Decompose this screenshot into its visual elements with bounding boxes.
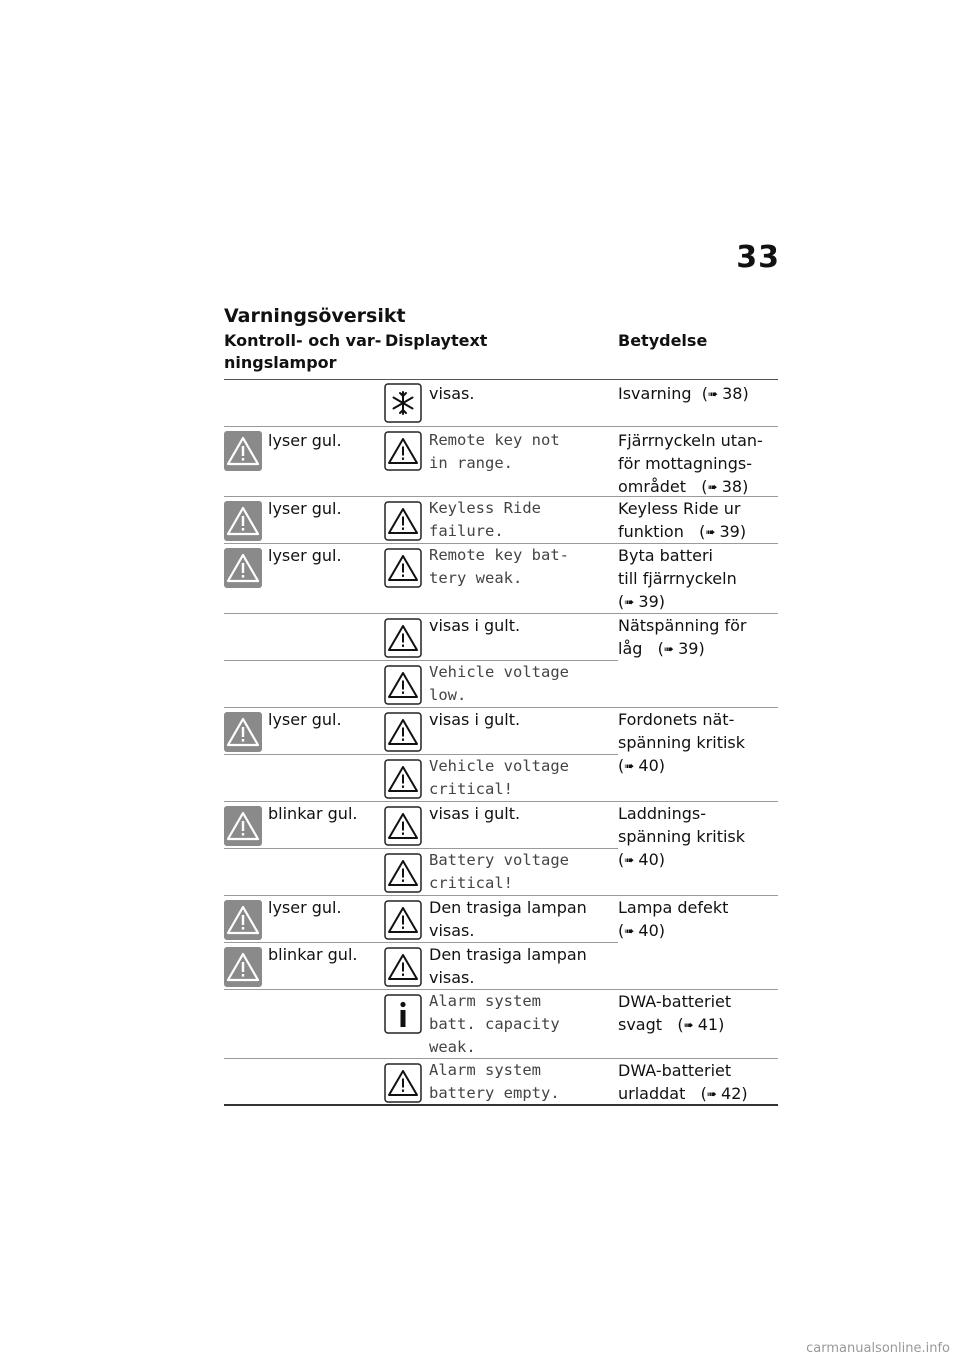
meaning-line: området (618, 477, 687, 496)
warning-triangle-icon (384, 759, 422, 799)
meaning-text (618, 429, 778, 499)
display-text (429, 429, 614, 475)
display-line: failure. (429, 522, 504, 540)
lamp-status: lyser gul. (268, 710, 342, 729)
meaning-line: Fordonets nät- (618, 710, 735, 729)
meaning-text (618, 544, 778, 614)
meaning-line: urladdat (618, 1084, 686, 1103)
display-line: critical! (429, 874, 513, 892)
meaning-line: Byta batteri (618, 546, 713, 565)
meaning-text (618, 614, 778, 661)
display-line: Alarm system (429, 992, 541, 1010)
warning-lamp-icon (224, 900, 262, 940)
reference-arrow-icon: ➠ (624, 759, 634, 773)
reference-arrow-icon: ➠ (706, 1087, 716, 1101)
display-text: visas i gult. (429, 804, 521, 823)
reference-page: 41) (697, 1015, 725, 1034)
display-line: in range. (429, 454, 513, 472)
warning-triangle-icon (384, 618, 422, 658)
reference-page: 40) (638, 921, 666, 940)
reference-arrow-icon: ➠ (624, 924, 634, 938)
header-divider (224, 379, 778, 380)
reference-page: 39) (678, 639, 705, 658)
page-reference[interactable]: (➠ 40) (618, 921, 665, 940)
warning-lamp-icon (224, 712, 262, 752)
page-reference[interactable]: (➠ 38) (691, 477, 748, 496)
display-line: tery weak. (429, 569, 523, 587)
meaning-line: funktion (618, 522, 684, 541)
header-lamps-line2: ningslampor (224, 353, 337, 372)
page-reference[interactable]: (➠ 39) (618, 592, 665, 611)
warning-triangle-icon (384, 665, 422, 705)
reference-arrow-icon: ➠ (624, 853, 634, 867)
meaning-text (618, 497, 778, 544)
lamp-status: lyser gul. (268, 546, 342, 565)
display-line: battery empty. (429, 1084, 560, 1102)
display-line: visas. (429, 921, 475, 940)
warning-triangle-icon (384, 548, 422, 588)
header-lamps-line1: Kontroll- och var- (224, 331, 382, 350)
meaning-text (618, 708, 778, 778)
lamp-status: lyser gul. (268, 431, 342, 450)
page-reference[interactable]: (➠ 42) (690, 1084, 747, 1103)
display-text (429, 497, 614, 543)
display-line: low. (429, 686, 467, 704)
page-reference[interactable]: (➠ 38) (697, 384, 749, 403)
page-reference[interactable]: (➠ 39) (648, 639, 705, 658)
meaning-line: låg (618, 639, 643, 658)
meaning-label: Isvarning (618, 384, 692, 403)
display-line: Vehicle voltage (429, 663, 569, 681)
header-meaning: Betydelse (618, 331, 708, 350)
display-text (429, 990, 614, 1059)
reference-page: 39) (638, 592, 666, 611)
reference-page: 40) (638, 850, 666, 869)
section-title: Varningsöversikt (224, 305, 406, 327)
meaning-line: Lampa defekt (618, 898, 729, 917)
display-text (429, 849, 614, 895)
reference-page: 42) (721, 1084, 748, 1103)
meaning-text (618, 896, 778, 943)
table-bottom-border (224, 1104, 778, 1106)
reference-arrow-icon: ➠ (707, 387, 717, 401)
display-line: Keyless Ride (429, 499, 541, 517)
meaning-line: Laddnings- (618, 804, 707, 823)
lamp-status: blinkar gul. (268, 804, 358, 823)
page-reference[interactable]: (➠ 39) (689, 522, 746, 541)
lamp-status: lyser gul. (268, 499, 342, 518)
warning-lamp-icon (224, 548, 262, 588)
reference-page: 38) (721, 477, 749, 496)
reference-page: 40) (638, 756, 666, 775)
meaning-line: spänning kritisk (618, 827, 746, 846)
display-text (429, 943, 614, 989)
display-text (429, 661, 614, 707)
lamp-status: blinkar gul. (268, 945, 358, 964)
display-line: critical! (429, 780, 513, 798)
meaning-line: spänning kritisk (618, 733, 746, 752)
warning-lamp-icon (224, 947, 262, 987)
row-divider (224, 426, 778, 427)
display-line: Alarm system (429, 1061, 541, 1079)
meaning-line: Fjärrnyckeln utan- (618, 431, 763, 450)
footer-watermark: carmanualsonline.info (806, 1341, 950, 1356)
reference-arrow-icon: ➠ (683, 1018, 693, 1032)
display-text: visas. (429, 384, 475, 403)
reference-arrow-icon: ➠ (705, 525, 715, 539)
page-reference[interactable]: (➠ 41) (667, 1015, 724, 1034)
meaning-line: för mottagnings- (618, 454, 752, 473)
display-line: Den trasiga lampan (429, 945, 587, 964)
page-number: 33 (736, 240, 780, 275)
display-line: Remote key bat- (429, 546, 569, 564)
display-text (429, 544, 614, 590)
meaning-line: till fjärrnyckeln (618, 569, 737, 588)
display-text (429, 1059, 614, 1105)
warning-triangle-icon (384, 947, 422, 987)
display-line: visas. (429, 968, 475, 987)
display-text (429, 755, 614, 801)
warning-triangle-icon (384, 712, 422, 752)
meaning-text (618, 382, 778, 406)
display-line: Remote key not (429, 431, 560, 449)
meaning-text (618, 802, 778, 872)
page-reference[interactable]: (➠ 40) (618, 850, 665, 869)
display-line: weak. (429, 1038, 476, 1056)
meaning-text (618, 990, 778, 1037)
display-line: Vehicle voltage (429, 757, 569, 775)
snowflake-icon (384, 383, 422, 423)
header-lamps (224, 330, 384, 374)
warning-triangle-icon (384, 900, 422, 940)
warning-triangle-icon (384, 431, 422, 471)
meaning-line: DWA-batteriet (618, 1061, 732, 1080)
display-line: batt. capacity (429, 1015, 560, 1033)
warning-triangle-icon (384, 1063, 422, 1103)
warning-lamp-icon (224, 501, 262, 541)
warning-lamp-icon (224, 431, 262, 471)
display-line: Den trasiga lampan (429, 898, 587, 917)
meaning-line: Nätspänning för (618, 616, 747, 635)
meaning-text (618, 1059, 778, 1106)
info-icon (384, 994, 422, 1034)
header-display: Displaytext (385, 331, 488, 350)
meaning-line: svagt (618, 1015, 663, 1034)
reference-arrow-icon: ➠ (663, 642, 673, 656)
display-line: Battery voltage (429, 851, 569, 869)
warning-lamp-icon (224, 806, 262, 846)
meaning-line: Keyless Ride ur (618, 499, 741, 518)
lamp-status: lyser gul. (268, 898, 342, 917)
display-text: visas i gult. (429, 616, 521, 635)
reference-arrow-icon: ➠ (624, 595, 634, 609)
reference-page: 39) (719, 522, 747, 541)
display-text (429, 896, 614, 942)
display-text: visas i gult. (429, 710, 521, 729)
warning-triangle-icon (384, 501, 422, 541)
warning-triangle-icon (384, 853, 422, 893)
reference-page: 38) (722, 384, 749, 403)
reference-arrow-icon: ➠ (707, 480, 717, 494)
warning-triangle-icon (384, 806, 422, 846)
meaning-line: DWA-batteriet (618, 992, 732, 1011)
page-reference[interactable]: (➠ 40) (618, 756, 665, 775)
